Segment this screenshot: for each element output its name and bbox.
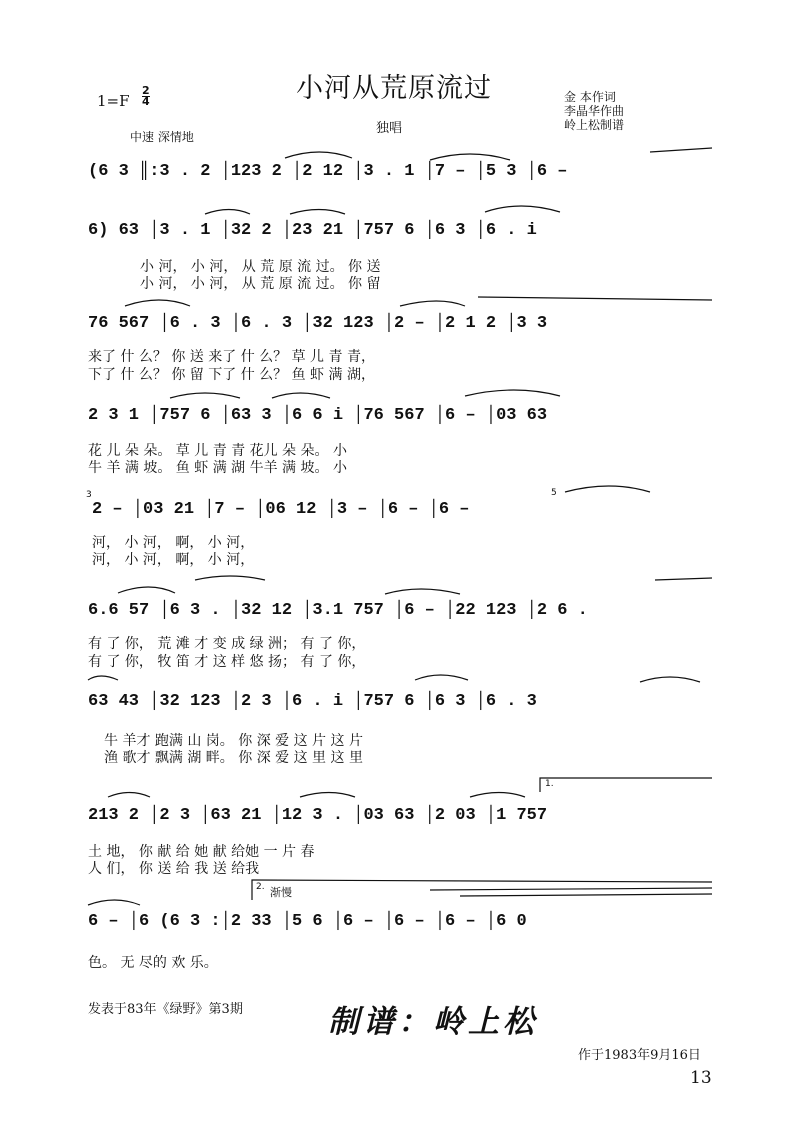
lyric-line: 来了 什 么？ 你 送 来了 什 么？ 草 儿 青 青， — [88, 349, 375, 365]
publication-note: 发表于83年《绿野》第3期 — [88, 1002, 243, 1017]
lyric-line: 河， 小 河， 啊， 小 河， — [92, 552, 255, 568]
notation-system-1: (6 3 ║:3 . 2 │123 2 │2 12 │3 . 1 │7 – │5 3 │6 – — [88, 162, 568, 181]
notation-system-5: 2 – │03 21 │7 – │06 12 │3 – │6 – │6 – — [92, 500, 470, 519]
notation-system-7: 63 43 │32 123 │2 3 │6 . i │757 6 │6 3 │6 . 3 — [88, 692, 537, 711]
lyric-line: 小 河， 小 河， 从 荒 原 流 过。 你 留 — [140, 276, 381, 292]
lyric-line: 土 地， 你 献 给 她 献 给她 一 片 春 — [88, 844, 315, 860]
lyric-line: 花 儿 朵 朵。 草 儿 青 青 花儿 朵 朵。 小 — [88, 443, 347, 459]
lyric-line: 河， 小 河， 啊， 小 河， — [92, 535, 255, 551]
volta-second-label: 2. — [256, 882, 265, 892]
time-bottom: 4 — [142, 95, 150, 108]
time-change-marker: 3 — [86, 490, 92, 500]
time-top: 2 — [142, 84, 150, 97]
performance-form: 独唱 — [376, 121, 403, 136]
lyric-line: 渔 歌才 飘满 湖 畔。 你 深 爱 这 里 这 里 — [104, 750, 363, 766]
composer-credit: 李晶华作曲 — [564, 104, 625, 118]
lyric-line: 有 了 你， 荒 滩 才 变 成 绿 洲； 有 了 你， — [88, 636, 366, 652]
lyric-line: 有 了 你， 牧 笛 才 这 样 悠 扬； 有 了 你， — [88, 654, 366, 670]
lyric-line: 色。 无 尽的 欢 乐。 — [88, 955, 218, 971]
notation-system-2: 6) 63 │3 . 1 │32 2 │23 21 │757 6 │6 3 │6 . i — [88, 221, 537, 240]
arranger-credit: 岭上松制谱 — [564, 118, 625, 132]
lyricist-credit: 金 本作词 — [564, 90, 616, 104]
lyric-line: 牛 羊 满 坡。 鱼 虾 满 湖 牛羊 满 坡。 小 — [88, 460, 347, 476]
tempo-marking: 中速 深情地 — [130, 130, 194, 144]
notation-system-9: 6 – │6 (6 3 :│2 33 │5 6 │6 – │6 – │6 – │6 0 — [88, 912, 527, 931]
key-signature: 1=F — [97, 92, 130, 110]
notation-system-6: 6.6 57 │6 3 . │32 12 │3.1 757 │6 – │22 123 │2 6 . — [88, 601, 588, 620]
lyric-line: 下了 什 么？ 你 留 下了 什 么？ 鱼 虾 满 湖， — [88, 367, 375, 383]
song-title: 小河从荒原流过 — [296, 73, 492, 104]
lyric-line: 牛 羊才 跑满 山 岗。 你 深 爱 这 片 这 片 — [104, 733, 363, 749]
time-change-marker: 5 — [551, 488, 557, 498]
page-number: 13 — [690, 1068, 712, 1088]
composition-date: 作于1983年9月16日 — [578, 1048, 701, 1063]
handwritten-signature: 制谱：岭上松 — [328, 1004, 538, 1040]
lyric-line: 人 们， 你 送 给 我 送 给我 — [88, 861, 260, 877]
notation-system-4: 2 3 1 │757 6 │63 3 │6 6 i │76 567 │6 – │03 63 — [88, 406, 548, 425]
ritardando-marking: 渐慢 — [270, 886, 292, 899]
lyric-line: 小 河， 小 河， 从 荒 原 流 过。 你 送 — [140, 259, 381, 275]
volta-first-label: 1. — [545, 779, 554, 789]
notation-system-8: 213 2 │2 3 │63 21 │12 3 . │03 63 │2 03 │1 757 — [88, 806, 548, 825]
notation-system-3: 76 567 │6 . 3 │6 . 3 │32 123 │2 – │2 1 2 │3 3 — [88, 314, 548, 333]
